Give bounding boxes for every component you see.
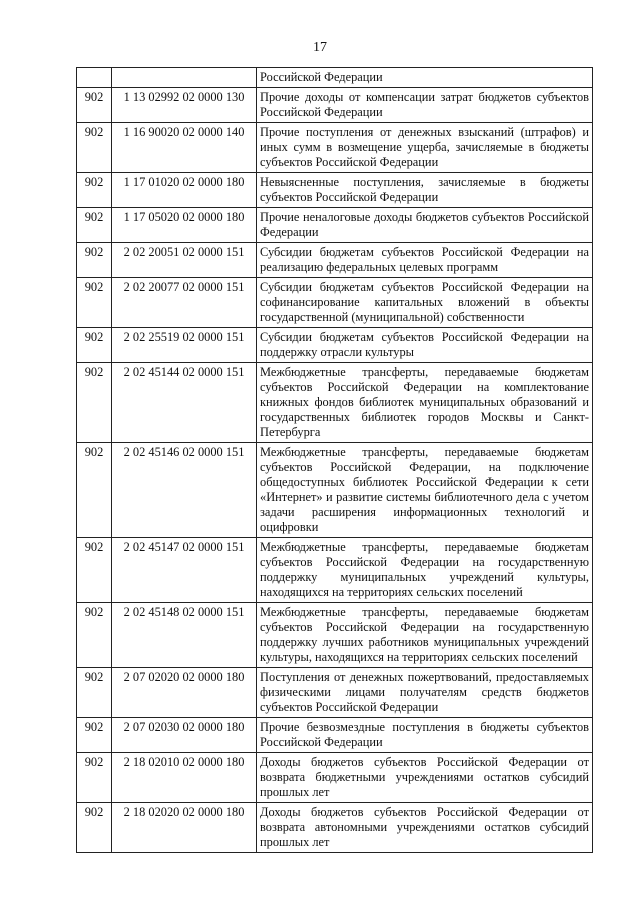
budget-code-cell: 2 02 45147 02 0000 151 [112, 538, 257, 603]
budget-code-cell: 2 02 45144 02 0000 151 [112, 363, 257, 443]
admin-code-cell: 902 [77, 278, 112, 328]
budget-code-cell: 2 18 02010 02 0000 180 [112, 753, 257, 803]
admin-code-cell: 902 [77, 173, 112, 208]
revenue-name-cell: Межбюджетные трансферты, передаваемые бюджетам субъектов Российской Федерации на государственную поддержку лучших работников муниципальных учреждений культуры, находящихся на территориях сельских поселений [257, 603, 593, 668]
admin-code-cell: 902 [77, 88, 112, 123]
budget-code-cell: 2 02 45146 02 0000 151 [112, 443, 257, 538]
table-row [77, 173, 593, 208]
budget-code-cell [112, 68, 257, 88]
revenue-name-cell: Поступления от денежных пожертвований, предоставляемых физическими лицами получателям средств бюджетов субъектов Российской Федерации [257, 668, 593, 718]
budget-code-cell: 1 13 02992 02 0000 130 [112, 88, 257, 123]
budget-revenue-table [76, 67, 593, 853]
table-row [77, 328, 593, 363]
admin-code-cell: 902 [77, 243, 112, 278]
page-number: 17 [313, 40, 327, 55]
admin-code-cell: 902 [77, 328, 112, 363]
budget-code-cell: 2 18 02020 02 0000 180 [112, 803, 257, 853]
budget-code-cell: 2 07 02020 02 0000 180 [112, 668, 257, 718]
budget-code-cell: 1 16 90020 02 0000 140 [112, 123, 257, 173]
revenue-name-cell: Субсидии бюджетам субъектов Российской Федерации на поддержку отрасли культуры [257, 328, 593, 363]
budget-code-cell: 2 02 45148 02 0000 151 [112, 603, 257, 668]
table-row [77, 123, 593, 173]
budget-code-cell: 1 17 01020 02 0000 180 [112, 173, 257, 208]
budget-code-cell: 2 07 02030 02 0000 180 [112, 718, 257, 753]
budget-code-cell: 2 02 25519 02 0000 151 [112, 328, 257, 363]
table-row [77, 68, 593, 88]
admin-code-cell: 902 [77, 208, 112, 243]
admin-code-cell: 902 [77, 668, 112, 718]
revenue-name-cell: Субсидии бюджетам субъектов Российской Федерации на реализацию федеральных целевых программ [257, 243, 593, 278]
table-row [77, 803, 593, 853]
table-row [77, 538, 593, 603]
budget-code-cell: 2 02 20051 02 0000 151 [112, 243, 257, 278]
revenue-name-cell: Прочие доходы от компенсации затрат бюджетов субъектов Российской Федерации [257, 88, 593, 123]
budget-code-cell: 1 17 05020 02 0000 180 [112, 208, 257, 243]
revenue-name-cell: Межбюджетные трансферты, передаваемые бюджетам субъектов Российской Федерации, на подключение общедоступных библиотек Российской Федерации к сети «Интернет» и развитие системы библиотечного дела с учетом задачи расширения информационных технологий и оцифровки [257, 443, 593, 538]
table-row [77, 603, 593, 668]
admin-code-cell: 902 [77, 803, 112, 853]
table-body [77, 68, 593, 853]
revenue-name-cell: Невыясненные поступления, зачисляемые в бюджеты субъектов Российской Федерации [257, 173, 593, 208]
table-row [77, 363, 593, 443]
table-row [77, 668, 593, 718]
revenue-name-cell: Прочие поступления от денежных взысканий (штрафов) и иных сумм в возмещение ущерба, зачисляемые в бюджеты субъектов Российской Федерации [257, 123, 593, 173]
revenue-name-cell: Межбюджетные трансферты, передаваемые бюджетам субъектов Российской Федерации на государственную поддержку муниципальных учреждений культуры, находящихся на территориях сельских поселений [257, 538, 593, 603]
revenue-name-cell: Доходы бюджетов субъектов Российской Федерации от возврата бюджетными учреждениями остатков субсидий прошлых лет [257, 753, 593, 803]
table-row [77, 243, 593, 278]
admin-code-cell: 902 [77, 363, 112, 443]
admin-code-cell: 902 [77, 603, 112, 668]
admin-code-cell: 902 [77, 538, 112, 603]
revenue-name-cell: Доходы бюджетов субъектов Российской Федерации от возврата автономными учреждениями остатков субсидий прошлых лет [257, 803, 593, 853]
table-row [77, 718, 593, 753]
admin-code-cell: 902 [77, 718, 112, 753]
revenue-name-cell: Российской Федерации [257, 68, 593, 88]
admin-code-cell: 902 [77, 443, 112, 538]
table-row [77, 753, 593, 803]
admin-code-cell: 902 [77, 123, 112, 173]
revenue-name-cell: Межбюджетные трансферты, передаваемые бюджетам субъектов Российской Федерации на комплектование книжных фондов библиотек муниципальных образований и государственных библиотек городов Москвы и Санкт-Петербурга [257, 363, 593, 443]
revenue-name-cell: Прочие безвозмездные поступления в бюджеты субъектов Российской Федерации [257, 718, 593, 753]
admin-code-cell: 902 [77, 753, 112, 803]
budget-code-cell: 2 02 20077 02 0000 151 [112, 278, 257, 328]
table-row [77, 88, 593, 123]
revenue-name-cell: Прочие неналоговые доходы бюджетов субъектов Российской Федерации [257, 208, 593, 243]
table-row [77, 443, 593, 538]
admin-code-cell [77, 68, 112, 88]
table-row [77, 278, 593, 328]
table-row [77, 208, 593, 243]
revenue-name-cell: Субсидии бюджетам субъектов Российской Федерации на софинансирование капитальных вложений в объекты государственной (муниципальной) собственности [257, 278, 593, 328]
